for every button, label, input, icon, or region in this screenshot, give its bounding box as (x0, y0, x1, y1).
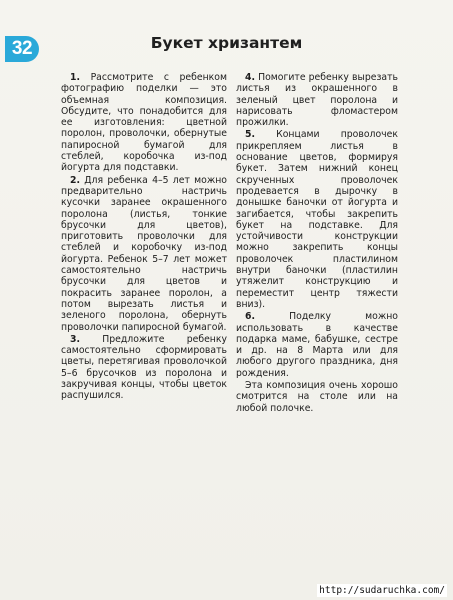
step-text: Рассмотрите с ребенком фотографию поделки — это объемная композиция. Обсудите, что понадобится для ее изготовления: цветной поролон, проволочки, обернутые папиросной бумагой для стеблей, коробочка из-под йогурта для подставки. (61, 72, 227, 174)
step-number: 3. (70, 333, 81, 345)
page-title: Букет хризантем (150, 34, 303, 52)
step-paragraph (236, 129, 398, 310)
step-paragraph (61, 175, 227, 333)
page-number: 32 (11, 38, 33, 59)
step-number: 1. (70, 72, 81, 83)
step-paragraph (61, 72, 227, 174)
step-text: Для ребенка 4–5 лет можно предварительно настричь кусочки заранее окрашенного поролона (листья, тонкие брусочки для цветов), приготовить проволочки для стеблей и коробочку из-под йогурта. Ребенок 5–7 лет может самостоятельно настричь брусочки для цветов и покрасить заранее поролон, а потом вырезать листья и зеленого поролона, обернуть проволочки папиросной бумагой. (61, 174, 227, 333)
step-number: 6. (245, 311, 256, 323)
step-paragraph (236, 311, 398, 379)
left-column (61, 72, 227, 402)
step-text: Концами проволочек прикрепляем листья в основание цветов, формируя букет. Затем нижний конец скрученных проволочек продевается в дырочку в донышке баночки от йогурта и загибается, чтобы закрепить букет на подставке. Для устойчивости конструкции можно закрепить концы проволочек пластилином внутри баночки (пластилин утяжелит конструкцию и переместит центр тяжести вниз). (236, 129, 398, 310)
source-url-watermark: http://sudaruchka.com/ (319, 585, 445, 596)
step-number: 5. (245, 129, 256, 141)
step-text: Помогите ребенку вырезать листья из окрашенного в зеленый цвет поролона и нарисовать фломастером прожилки. (236, 72, 398, 129)
closing-paragraph (236, 380, 398, 414)
step-text: Предложите ребенку самостоятельно сформировать цветы, перетягивая проволочкой 5–6 брусочков из поролона и закручивая концы, чтобы цветок распушился. (61, 333, 227, 402)
step-paragraph (61, 334, 227, 402)
closing-text: Эта композиция очень хорошо смотрится на столе или на любой полочке. (236, 380, 398, 414)
step-paragraph (236, 72, 398, 128)
right-column (236, 72, 398, 414)
step-number: 4. (245, 72, 256, 83)
step-text: Поделку можно использовать в качестве подарка маме, бабушке, сестре и др. на 8 Марта или для любого другого праздника, дня рождения. (236, 311, 398, 379)
step-number: 2. (70, 174, 81, 186)
